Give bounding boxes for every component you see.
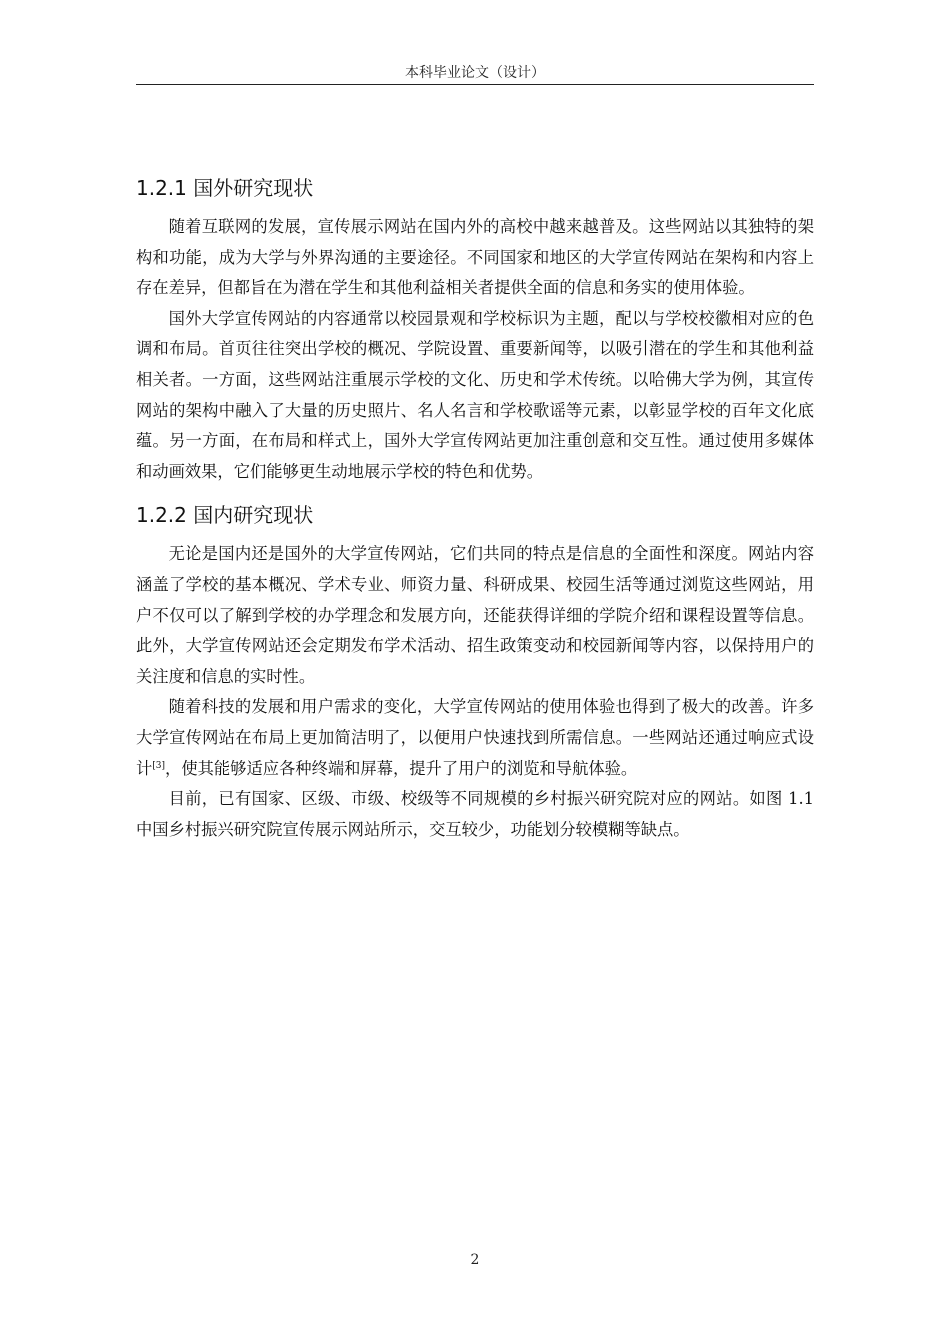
paragraph-domestic-1: 无论是国内还是国外的大学宣传网站，它们共同的特点是信息的全面性和深度。网站内容涵盖了学校的基本概况、学术专业、师资力量、科研成果、校园生活等通过浏览这些网站，用户不仅可以了解到学校的办学理念和发展方向，还能获得详细的学院介绍和课程设置等信息。此外，大学宣传网站还会定期发布学术活动、招生政策变动和校园新闻等内容，以保持用户的关注度和信息的实时性。 (136, 544, 814, 686)
page-number: 2 (470, 1252, 480, 1268)
paragraph-domestic-2 (136, 692, 814, 784)
paragraph-foreign-1: 随着互联网的发展，宣传展示网站在国内外的高校中越来越普及。这些网站以其独特的架构和功能，成为大学与外界沟通的主要途径。不同国家和地区的大学宣传网站在架构和内容上存在差异，但都旨在为潜在学生和其他利益相关者提供全面的信息和务实的使用体验。 (136, 217, 814, 298)
header-rule (136, 84, 814, 85)
paragraph-domestic-2-text-a: 随着科技的发展和用户需求的变化，大学宣传网站的使用体验也得到了极大的改善。许多大学宣传网站在布局上更加简洁明了，以便用户快速找到所需信息。一些网站还通过响应式设计 (136, 697, 814, 778)
section-heading-domestic: 1.2.2 国内研究现状 (136, 503, 314, 528)
page-body (136, 168, 814, 845)
running-header: 本科毕业论文（设计） (405, 65, 545, 81)
paragraph-foreign-2: 国外大学宣传网站的内容通常以校园景观和学校标识为主题，配以与学校校徽相对应的色调和布局。首页往往突出学校的概况、学院设置、重要新闻等，以吸引潜在的学生和其他利益相关者。一方面，这些网站注重展示学校的文化、历史和学术传统。以哈佛大学为例，其宣传网站的架构中融入了大量的历史照片、名人名言和学校歌谣等元素，以彰显学校的百年文化底蕴。另一方面，在布局和样式上，国外大学宣传网站更加注重创意和交互性。通过使用多媒体和动画效果，它们能够更生动地展示学校的特色和优势。 (136, 308, 814, 481)
paragraph-domestic-2-text-b: ，使其能够适应各种终端和屏幕，提升了用户的浏览和导航体验。 (165, 758, 638, 778)
section-heading-foreign: 1.2.1 国外研究现状 (136, 176, 314, 200)
citation-marker: [3] (152, 760, 166, 771)
paragraph-domestic-3: 目前，已有国家、区级、市级、校级等不同规模的乡村振兴研究院对应的网站。如图 1.1 中国乡村振兴研究院宣传展示网站所示，交互较少，功能划分较模糊等缺点。 (136, 789, 814, 839)
